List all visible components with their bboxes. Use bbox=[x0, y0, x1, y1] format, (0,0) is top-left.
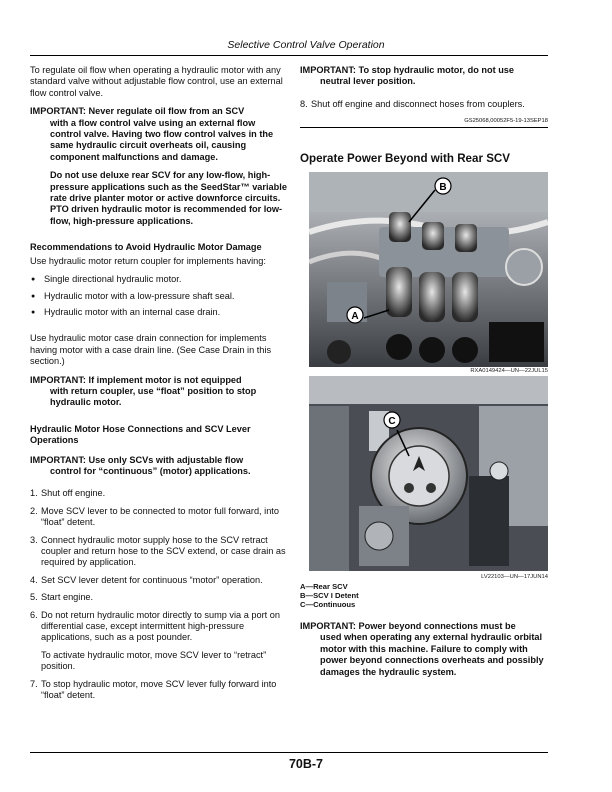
step-item bbox=[300, 99, 550, 110]
list-item: ● Single directional hydraulic motor. bbox=[30, 274, 288, 285]
step-item bbox=[30, 506, 288, 529]
important-body: control for “continuous” (motor) applications. bbox=[50, 465, 251, 476]
intro-paragraph: To regulate oil flow when operating a hydraulic motor with any standard valve without adjustable flow control, use an external flow control valve. bbox=[30, 65, 283, 98]
important-lead: IMPORTANT: Use only SCVs with adjustable flow bbox=[30, 454, 244, 465]
image1-caption: RXA0149424—UN—22JUL15 bbox=[470, 368, 548, 374]
step-item bbox=[30, 535, 288, 569]
important-note-stop-motor bbox=[300, 65, 550, 88]
step-text: Shut off engine and disconnect hoses from couplers. bbox=[311, 98, 525, 109]
procedure-steps bbox=[30, 488, 288, 701]
figure-legend bbox=[300, 582, 359, 610]
important-note-power-beyond bbox=[300, 621, 548, 678]
step-text: Start engine. bbox=[41, 592, 94, 603]
step-item bbox=[30, 488, 288, 499]
step-item bbox=[30, 679, 288, 702]
running-header: Selective Control Valve Operation bbox=[227, 39, 385, 51]
hose-connections-heading: Hydraulic Motor Hose Connections and SCV Lever Operations bbox=[30, 423, 251, 446]
step-number: 3. bbox=[30, 534, 38, 545]
important-note-flow-control bbox=[30, 106, 288, 227]
important-lead: IMPORTANT: Power beyond connections must be bbox=[300, 621, 516, 631]
callout-b-label: B bbox=[439, 182, 447, 193]
step-number: 2. bbox=[30, 505, 38, 516]
legend-item-a: A—Rear SCV bbox=[300, 582, 348, 591]
step-text: Shut off engine. bbox=[41, 488, 106, 499]
step-subtext: To activate hydraulic motor, move SCV lever to “retract” position. bbox=[41, 649, 267, 672]
page-number: 70B-7 bbox=[288, 757, 324, 771]
list-item: ● Hydraulic motor with a low-pressure shaft seal. bbox=[30, 291, 288, 302]
step-number: 4. bbox=[30, 574, 38, 585]
footer-rule bbox=[30, 752, 548, 753]
step-text: Set SCV lever detent for continuous “motor” operation. bbox=[41, 574, 263, 585]
important-note-adjustable-flow bbox=[30, 455, 288, 478]
step-item bbox=[30, 575, 288, 586]
step-text: Do not return hydraulic motor directly to sump via a port on differential case, except intermittent high-pressure applications, such as a post pounder. bbox=[41, 609, 280, 643]
step-item bbox=[30, 592, 288, 603]
important-note-return-coupler bbox=[30, 375, 288, 409]
step-number: 1. bbox=[30, 488, 38, 499]
scv-detent-illustration bbox=[309, 376, 548, 571]
important-body: used when operating any external hydraulic orbital motor with this machine. Failure to comply with power beyond connections overheats and possibly damages the hydraulic system. bbox=[320, 632, 544, 677]
step-text: Move SCV lever to be connected to motor full forward, into “float” detent. bbox=[41, 505, 279, 528]
rear-scv-illustration bbox=[309, 172, 548, 367]
scv-detent-photo bbox=[309, 376, 548, 571]
left-column bbox=[30, 65, 288, 707]
recommendations-heading: Recommendations to Avoid Hydraulic Motor Damage bbox=[30, 242, 262, 253]
step-number: 7. bbox=[30, 678, 38, 689]
recommendations-list bbox=[30, 274, 288, 318]
legend-item-c: C—Continuous bbox=[300, 600, 356, 610]
step-number: 8. bbox=[300, 98, 308, 109]
callout-c-label: C bbox=[388, 416, 396, 427]
right-column-bottom bbox=[300, 621, 548, 685]
important-body: neutral lever position. bbox=[320, 76, 416, 87]
procedure-steps-continued bbox=[300, 99, 550, 110]
rear-scv-photo bbox=[309, 172, 548, 367]
step-number: 6. bbox=[30, 609, 38, 620]
section-title: Operate Power Beyond with Rear SCV bbox=[300, 152, 511, 165]
list-item: ● Hydraulic motor with an internal case drain. bbox=[30, 307, 288, 318]
case-drain-paragraph: Use hydraulic motor case drain connection for implements having motor with a case drain line. (See Case Drain in this section.) bbox=[30, 333, 272, 367]
recommendations-intro: Use hydraulic motor return coupler for implements having: bbox=[30, 255, 266, 266]
step-text: To stop hydraulic motor, move SCV lever fully forward into “float” detent. bbox=[41, 678, 277, 701]
right-column-top bbox=[300, 65, 550, 116]
important-lead: IMPORTANT: To stop hydraulic motor, do not use bbox=[300, 65, 515, 75]
step-item bbox=[30, 610, 288, 673]
important-lead: IMPORTANT: If implement motor is not equipped bbox=[30, 374, 242, 385]
callout-a-label: A bbox=[351, 311, 359, 322]
section-rule bbox=[300, 127, 548, 128]
legend-item-b: B—SCV I Detent bbox=[300, 591, 359, 601]
header-rule bbox=[30, 55, 548, 56]
step-number: 5. bbox=[30, 592, 38, 603]
important-body: with return coupler, use “float” position to stop hydraulic motor. bbox=[50, 385, 257, 408]
reference-code: GS25068,00052F5-19-13SEP18 bbox=[464, 118, 548, 124]
step-text: Connect hydraulic motor supply hose to the SCV retract coupler and return hose to the SCV extend, or case drain as required by application. bbox=[41, 534, 286, 568]
important-body-deluxe-scv: Do not use deluxe rear SCV for any low-flow, high-pressure applications such as the SeedStar™ variable rate drive planter motor or active downforce circuits. PTO driven hydraulic motor is recommended for low-flow, high-pressure applications. bbox=[50, 170, 287, 226]
image2-caption: LV22103—UN—17JUN14 bbox=[481, 574, 548, 580]
important-body: with a flow control valve using an external flow control valve. Having two flow control valves in the same hydraulic circuit overheats oil, causing component malfunctions and damage. bbox=[50, 117, 274, 162]
important-lead: IMPORTANT: Never regulate oil flow from an SCV bbox=[30, 106, 245, 117]
